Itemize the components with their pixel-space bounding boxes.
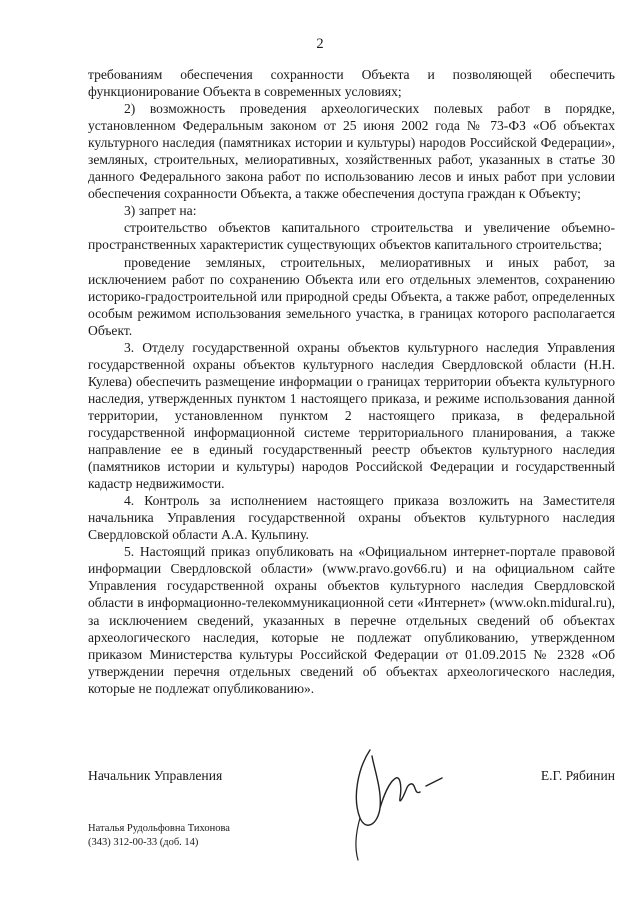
paragraph: 3) запрет на: xyxy=(124,203,197,219)
paragraph: 4. Контроль за исполнением настоящего приказа возложить на Заместителя начальника Управления государственной охраны объектов культурного наследия Свердловской области А.А. Кульпину. xyxy=(88,493,615,543)
executor-info xyxy=(88,822,230,850)
paragraph: требованиям обеспечения сохранности Объекта и позволяющей обеспечить функционирование Объекта в современных условиях; xyxy=(88,67,615,100)
paragraph: проведение земляных, строительных, мелиоративных и иных работ, за исключением работ по сохранению Объекта или его отдельных элементов, сохранению историко-градостроительной или природной среды Объекта, а также работ, определенных особым режимом использования земельного участка, в границах которого располагается Объект. xyxy=(88,254,615,338)
signer-position: Начальник Управления xyxy=(88,768,223,783)
document-body xyxy=(88,66,615,697)
signer-name: Е.Г. Рябинин xyxy=(540,768,615,783)
executor-name: Наталья Рудольфовна Тихонова xyxy=(88,823,230,834)
paragraph: 5. Настоящий приказ опубликовать на «Официальном интернет-портале правовой информации Свердловской области» (www.pravo.gov66.ru) и на официальном сайте Управления государственной охраны объектов культурного наследия Свердловской области в информационно-телекоммуникационной сети «Интернет» (www.okn.midural.ru), за исключением сведений, указанных в перечне отдельных сведений об объектах археологического наследия, которые не подлежат опубликованию, утвержденном приказом Министерства культуры Российской Федерации от 01.09.2015 № 2328 «Об утверждении перечня отдельных сведений об объектах археологического наследия, которые не подлежат опубликованию». xyxy=(88,544,615,696)
paragraph: 3. Отделу государственной охраны объектов культурного наследия Управления государственной охраны объектов культурного наследия Свердловской области (Н.Н. Кулева) обеспечить размещение информации о границах территории объекта культурного наследия, утвержденных пунктом 1 настоящего приказа, и режиме использования данной территории, установленном пунктом 2 настоящего приказа, в федеральной государственной информационной системе территориального планирования, а также направление ее в единый государственный реестр объектов культурного наследия (памятников истории и культуры) народов Российской Федерации и государственный кадастр недвижимости. xyxy=(88,339,615,492)
handwritten-signature xyxy=(330,720,450,870)
paragraph: 2) возможность проведения археологических полевых работ в порядке, установленном Федеральным законом от 25 июня 2002 года № 73-ФЗ «Об объектах культурного наследия (памятниках истории и культуры) народов Российской Федерации», земляных, строительных, мелиоративных, хозяйственных работ, указанных в статье 30 данного Федерального закона работ по использованию лесов и иных работ при условии обеспечения сохранности Объекта, а также обеспечения доступа граждан к Объекту; xyxy=(88,101,615,202)
page-number: 2 xyxy=(316,36,324,52)
executor-phone: (343) 312-00-33 (доб. 14) xyxy=(88,837,199,848)
paragraph: строительство объектов капитального строительства и увеличение объемно-пространственных характеристик существующих объектов капитального строительства; xyxy=(88,220,615,253)
